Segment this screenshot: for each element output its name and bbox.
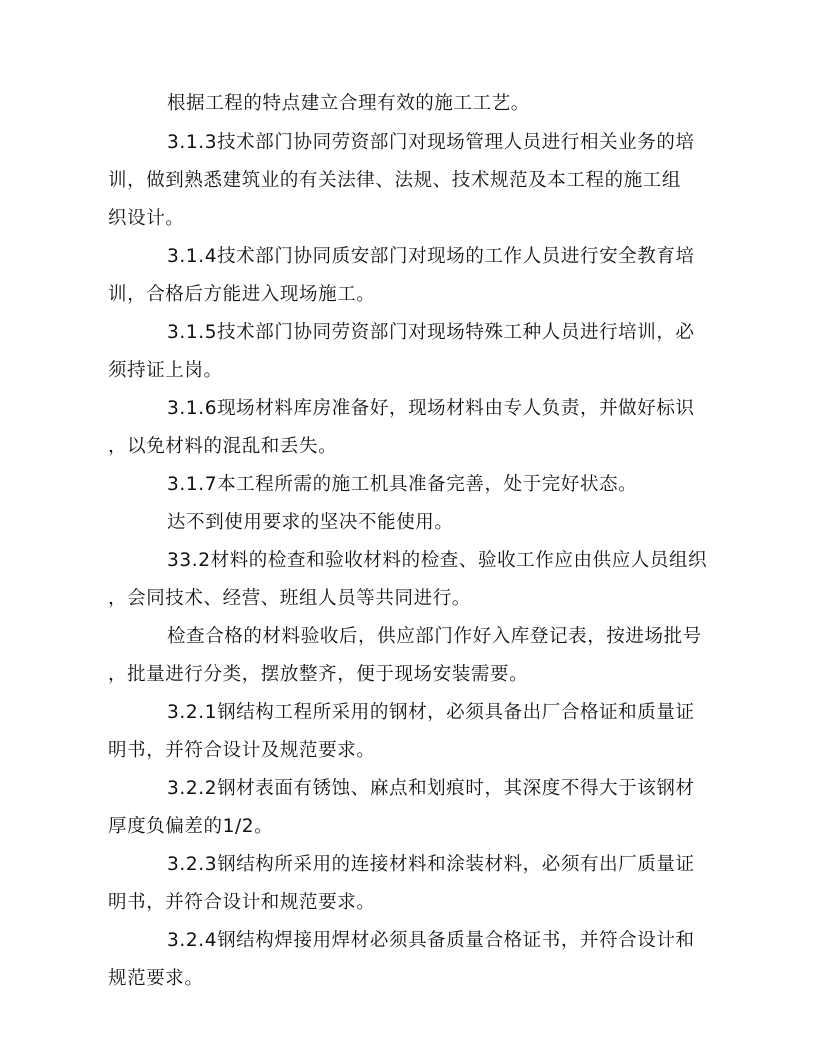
text-line: 3.1.3技术部门协同劳资部门对现场管理人员进行相关业务的培 xyxy=(167,132,695,153)
text-line: 3.1.7本工程所需的施工机具准备完善，处于完好状态。 xyxy=(167,474,638,495)
text-line: 3.2.3钢结构所采用的连接材料和涂装材料，必须有出厂质量证 xyxy=(167,854,695,875)
text-line: 达不到使用要求的坚决不能使用。 xyxy=(167,512,454,533)
text-line: 3.1.5技术部门协同劳资部门对现场特殊工种人员进行培训，必 xyxy=(167,322,695,343)
text-line: 训，合格后方能进入现场施工。 xyxy=(108,284,376,305)
text-line: ，会同技术、经营、班组人员等共同进行。 xyxy=(108,588,471,609)
text-line: 明书，并符合设计和规范要求。 xyxy=(108,892,376,913)
text-line: 33.2材料的检查和验收材料的检查、验收工作应由供应人员组织 xyxy=(167,550,708,571)
text-line: 明书，并符合设计及规范要求。 xyxy=(108,740,376,761)
text-line: 须持证上岗。 xyxy=(108,360,223,381)
text-line: 3.1.6现场材料库房准备好，现场材料由专人负责，并做好标识 xyxy=(167,398,695,419)
text-line: 3.2.1钢结构工程所采用的钢材，必须具备出厂合格证和质量证 xyxy=(167,702,695,723)
text-line: ，批量进行分类，摆放整齐，便于现场安装需要。 xyxy=(108,664,529,685)
text-line: 训，做到熟悉建筑业的有关法律、法规、技术规范及本工程的施工组 xyxy=(108,170,682,191)
text-line: 3.2.2钢材表面有锈蚀、麻点和划痕时，其深度不得大于该钢材 xyxy=(167,778,695,799)
text-line: 规范要求。 xyxy=(108,968,204,989)
text-line: 根据工程的特点建立合理有效的施工工艺。 xyxy=(167,93,530,114)
text-line: 厚度负偏差的1/2。 xyxy=(108,816,274,837)
text-line: 织设计。 xyxy=(108,208,185,229)
text-line: 3.2.4钢结构焊接用焊材必须具备质量合格证书，并符合设计和 xyxy=(167,930,695,951)
text-line: 3.1.4技术部门协同质安部门对现场的工作人员进行安全教育培 xyxy=(167,246,695,267)
text-line: 检查合格的材料验收后，供应部门作好入库登记表，按进场批号 xyxy=(167,626,702,647)
text-line: ，以免材料的混乱和丢失。 xyxy=(108,436,338,457)
